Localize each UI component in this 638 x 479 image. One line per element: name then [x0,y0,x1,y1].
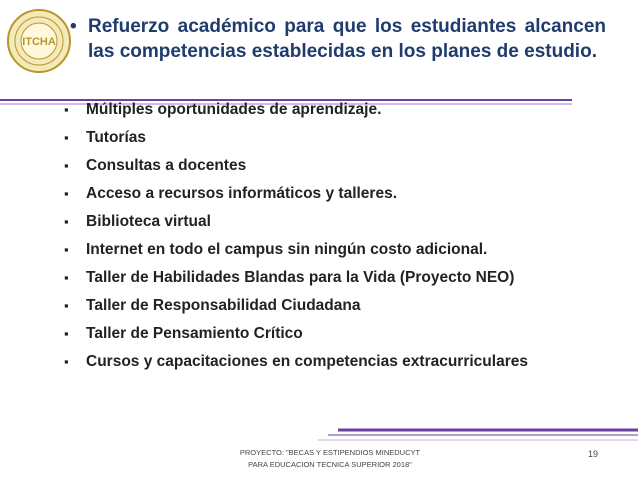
list-item [62,100,622,120]
footer-line-1: PROYECTO: "BECAS Y ESTIPENDIOS MINEDUCYT [239,448,421,457]
title-bullet: • [70,16,77,37]
list-item-text: Taller de Pensamiento Crítico [86,325,303,342]
square-bullet-icon: ▪ [64,298,69,313]
list-item-text: Internet en todo el campus sin ningún costo adicional. [86,241,488,258]
list-item-text: Múltiples oportunidades de aprendizaje. [86,101,382,118]
itcha-logo [6,8,72,74]
square-bullet-icon: ▪ [64,186,69,201]
list-item [62,352,622,372]
footer-text [210,447,450,471]
logo-text: ITCHA [22,36,56,48]
list-item [62,268,622,288]
list-item [62,156,622,176]
square-bullet-icon: ▪ [64,102,69,117]
list-item-text: Acceso a recursos informáticos y talleres. [86,185,398,202]
square-bullet-icon: ▪ [64,326,69,341]
page-number: 19 [588,449,599,459]
list-item-text: Biblioteca virtual [86,213,211,230]
list-item [62,128,622,148]
list-item-text: Tutorías [86,129,146,146]
list-item-text: Cursos y capacitaciones en competencias extracurriculares [86,353,528,370]
list-item [62,212,622,232]
bullet-list [62,100,622,380]
footer-line-2: PARA EDUCACION TECNICA SUPERIOR 2018" [248,460,412,469]
square-bullet-icon: ▪ [64,354,69,369]
list-item [62,296,622,316]
square-bullet-icon: ▪ [64,130,69,145]
list-item [62,184,622,204]
square-bullet-icon: ▪ [64,158,69,173]
list-item [62,240,622,260]
list-item-text: Taller de Habilidades Blandas para la Vida (Proyecto NEO) [86,269,515,286]
list-item [62,324,622,344]
square-bullet-icon: ▪ [64,214,69,229]
list-item-text: Taller de Responsabilidad Ciudadana [86,297,361,314]
list-item-text: Consultas a docentes [86,157,247,174]
title-text: Refuerzo académico para que los estudiantes alcancen las competencias establecidas en los planes de estudio. [88,16,606,62]
square-bullet-icon: ▪ [64,270,69,285]
slide-title [70,14,606,64]
square-bullet-icon: ▪ [64,242,69,257]
